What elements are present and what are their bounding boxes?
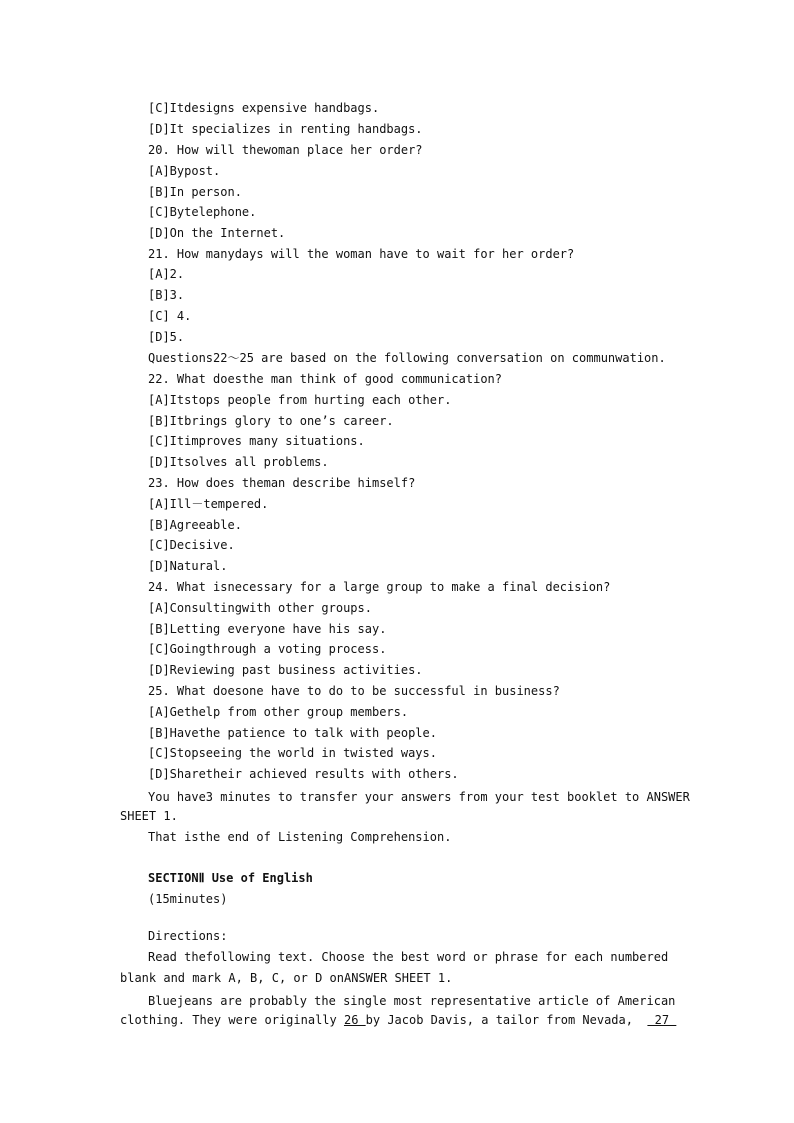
q20-option-c: [C]Bytelephone. bbox=[148, 205, 257, 219]
section-2-time: (15minutes) bbox=[148, 892, 228, 906]
q23-option-a: [A]Ill－tempered. bbox=[148, 497, 269, 511]
q24-option-c: [C]Goingthrough a voting process. bbox=[148, 642, 387, 656]
q24-option-d: [D]Reviewing past business activities. bbox=[148, 663, 423, 677]
transfer-instruction-line-1: You have3 minutes to transfer your answers from your test booklet to ANSWER bbox=[148, 790, 690, 804]
q25-option-d: [D]Sharetheir achieved results with others. bbox=[148, 767, 459, 781]
q24-option-a: [A]Consultingwith other groups. bbox=[148, 601, 372, 615]
blank-27: 27 bbox=[647, 1013, 677, 1027]
q21-option-a: [A]2. bbox=[148, 267, 185, 281]
q22-option-a: [A]Itstops people from hurting each other. bbox=[148, 393, 452, 407]
passage-text: by Jacob Davis, a tailor from Nevada, bbox=[365, 1013, 648, 1027]
end-of-listening-note: That isthe end of Listening Comprehension. bbox=[148, 830, 452, 844]
q22-option-d: [D]Itsolves all problems. bbox=[148, 455, 329, 469]
directions-line-2: blank and mark A, B, C, or D onANSWER SHEET 1. bbox=[120, 971, 453, 985]
q22-question: 22. What doesthe man think of good communication? bbox=[148, 372, 503, 386]
q22-option-b: [B]Itbrings glory to one’s career. bbox=[148, 414, 394, 428]
q25-option-a: [A]Gethelp from other group members. bbox=[148, 705, 409, 719]
passage-text: clothing. They were originally bbox=[120, 1013, 344, 1027]
section-2-title: SECTIONⅡ Use of English bbox=[148, 871, 313, 885]
q23-option-c: [C]Decisive. bbox=[148, 538, 235, 552]
q21-option-b: [B]3. bbox=[148, 288, 185, 302]
questions-22-25-intro: Questions22～25 are based on the following conversation on communwation. bbox=[148, 351, 666, 365]
passage-line-1: Bluejeans are probably the single most representative article of American bbox=[148, 994, 676, 1008]
q19-option-d: [D]It specializes in renting handbags. bbox=[148, 122, 423, 136]
q20-option-b: [B]In person. bbox=[148, 185, 242, 199]
q25-option-b: [B]Havethe patience to talk with people. bbox=[148, 726, 437, 740]
passage-line-2 bbox=[120, 1012, 676, 1028]
q20-option-a: [A]Bypost. bbox=[148, 164, 221, 178]
q22-option-c: [C]Itimproves many situations. bbox=[148, 434, 365, 448]
directions-line-1: Read thefollowing text. Choose the best word or phrase for each numbered bbox=[148, 950, 669, 964]
transfer-instruction-line-2: SHEET 1. bbox=[120, 809, 178, 823]
q24-option-b: [B]Letting everyone have his say. bbox=[148, 622, 387, 636]
q19-option-c: [C]Itdesigns expensive handbags. bbox=[148, 101, 380, 115]
directions-label: Directions: bbox=[148, 929, 228, 943]
q25-option-c: [C]Stopseeing the world in twisted ways. bbox=[148, 746, 437, 760]
q21-question: 21. How manydays will the woman have to wait for her order? bbox=[148, 247, 575, 261]
q23-option-b: [B]Agreeable. bbox=[148, 518, 242, 532]
q21-option-d: [D]5. bbox=[148, 330, 185, 344]
q23-question: 23. How does theman describe himself? bbox=[148, 476, 416, 490]
q20-option-d: [D]On the Internet. bbox=[148, 226, 286, 240]
q25-question: 25. What doesone have to do to be successful in business? bbox=[148, 684, 560, 698]
q24-question: 24. What isnecessary for a large group to make a final decision? bbox=[148, 580, 611, 594]
q23-option-d: [D]Natural. bbox=[148, 559, 228, 573]
q21-option-c: [C] 4. bbox=[148, 309, 192, 323]
blank-26: 26 bbox=[343, 1013, 366, 1027]
q20-question: 20. How will thewoman place her order? bbox=[148, 143, 423, 157]
